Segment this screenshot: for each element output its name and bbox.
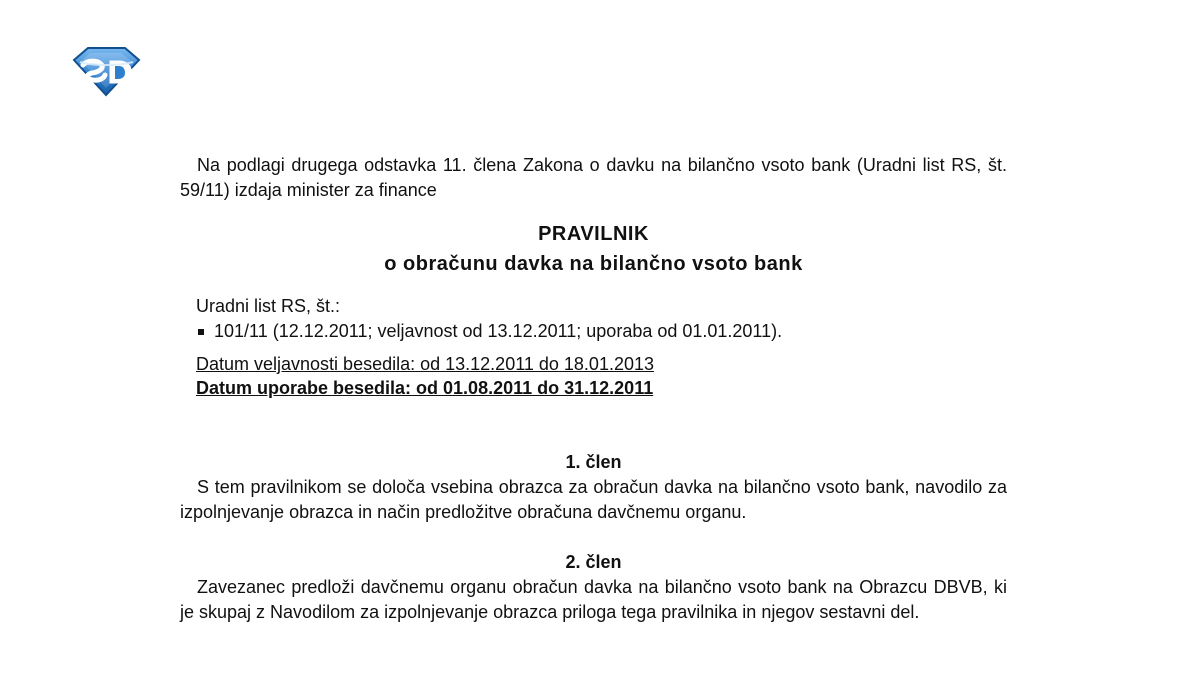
regulation-document xyxy=(180,153,1007,625)
validity-date-text: Datum veljavnosti besedila: od 13.12.2011 do 18.01.2013 xyxy=(196,354,654,374)
official-gazette-item-text: 101/11 (12.12.2011; veljavnost od 13.12.2011; uporaba od 01.01.2011). xyxy=(214,321,783,341)
article-2-text: Zavezanec predloži davčnemu organu obračun davka na bilančno vsoto bank na Obrazcu DBVB, ki je skupaj z Navodilom za izpolnjevanje obrazca priloga tega pravilnika in njegov sestavni del. xyxy=(180,577,1007,622)
regulation-title-type: PRAVILNIK xyxy=(538,223,649,245)
intro-paragraph: Na podlagi drugega odstavka 11. člena Zakona o davku na bilančno vsoto bank (Uradni list RS, št. 59/11) izdaja minister za finance xyxy=(180,155,1007,200)
official-gazette-reference xyxy=(180,294,1007,344)
article-1-text: S tem pravilnikom se določa vsebina obrazca za obračun davka na bilančno vsoto bank, navodilo za izpolnjevanje obrazca in način predložitve obračuna davčnemu organu. xyxy=(180,477,1007,522)
text-validity-dates xyxy=(180,352,1007,400)
article-2-heading: 2. člen xyxy=(565,552,622,572)
sd-shield-logo-icon xyxy=(70,44,142,98)
regulation-title xyxy=(180,219,1007,279)
article-1-heading: 1. člen xyxy=(565,452,622,472)
official-gazette-label: Uradni list RS, št.: xyxy=(196,296,341,316)
application-date-text: Datum uporabe besedila: od 01.08.2011 do 31.12.2011 xyxy=(196,378,654,398)
official-gazette-item xyxy=(196,319,1007,344)
article-1 xyxy=(180,449,1007,525)
square-bullet-icon xyxy=(198,329,204,335)
regulation-title-subject: o obračunu davka na bilančno vsoto bank xyxy=(384,253,803,275)
article-2 xyxy=(180,549,1007,625)
